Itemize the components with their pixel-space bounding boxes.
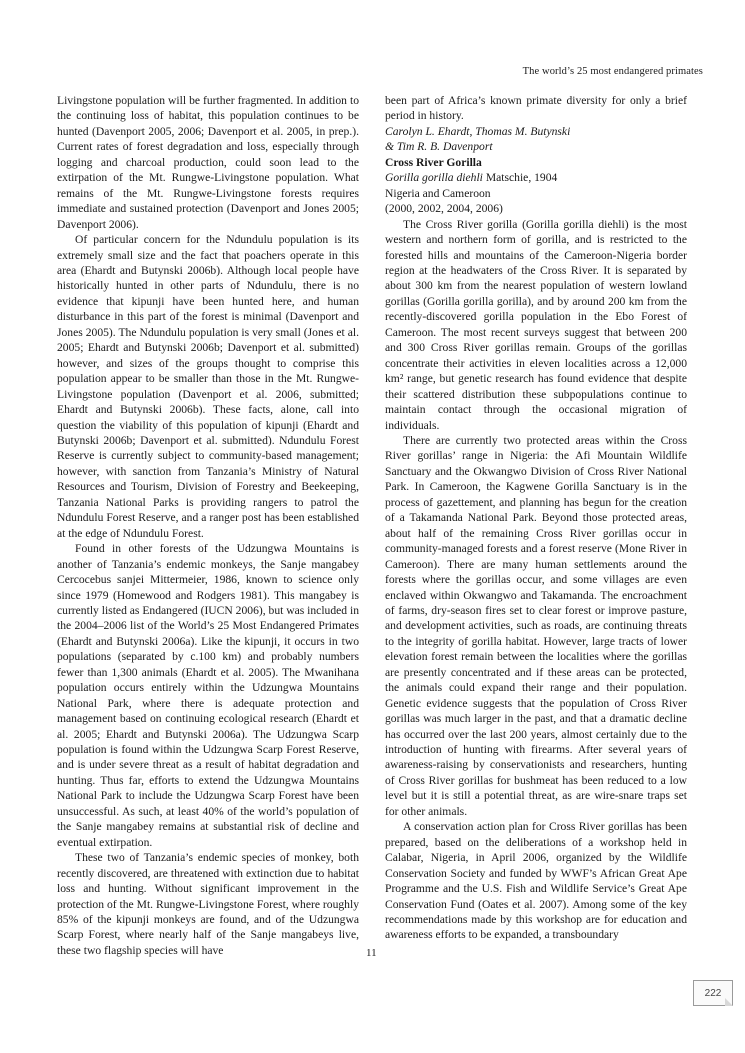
left-paragraph-2: Of particular concern for the Ndundulu population is its extremely small size and the fact that poachers operate in this area (Ehardt and Butynski 2006b). Although local people have historically hunted in other parts of Ndundulu, there is no evidence that kipunji have been hunted here, and human disturbance in this part of the forest is minimal (Davenport and Jones 2005). The Ndundulu population is very small (Jones et al. 2005; Ehardt and Butynski 2006b; Davenport et al. submitted) however, and sizes of the groups thought to comprise this population appear to be smaller than those in the Mt. Rungwe-Livingstone population (Davenport et al. 2006, submitted; Ehardt and Butynski 2006b). These facts, alone, call into question the viability of this population of kipunji (Ehardt and Butynski 2006b; Davenport et al. submitted). Ndundulu Forest Reserve is currently subject to community-based management; however, with sanction from Tanzania’s Ministry of Natural Resources and Tourism, Division of Forestry and Beekeeping, Tanzania National Parks is providing rangers to patrol the Ndundulu Forest Reserve, and a ranger post has been established at the edge of Ndundulu Forest. <box>57 233 359 540</box>
page-number: 11 <box>366 947 377 959</box>
left-paragraph-1: Livingstone population will be further fragmented. In addition to the continuing loss of habitat, this population continues to be hunted (Davenport 2005, 2006; Davenport et al. 2005, in prep.). Current rates of forest degradation and loss, especially through logging and charcoal production, could soon lead to the extirpation of the Mt. Rungwe-Livingstone population. What remains of the Mt. Rungwe-Livingstone forests requires immediate and sustained protection (Davenport and Jones 2005; Davenport 2006). <box>57 94 359 231</box>
right-paragraph-0: been part of Africa’s known primate diversity for only a brief period in history. <box>385 94 687 123</box>
list-years: (2000, 2002, 2004, 2006) <box>385 202 503 216</box>
author-line-2: & Tim R. B. Davenport <box>385 140 493 154</box>
right-paragraph-1: The Cross River gorilla (Gorilla gorilla diehli) is the most western and northern form of gorilla, and is restricted to the forested hills and mountains of the Cameroon-Nigeria border region at the headwaters of the Cross River. It is separated by about 300 km from the nearest population of western lowland gorillas (Gorilla gorilla gorilla), and by around 200 km from the recently-discovered gorilla population in the Ebo Forest of Cameroon. The most recent surveys suggest that between 200 and 300 Cross River gorillas remain. Groups of the gorillas concentrate their activities in eleven localities across a 12,000 km² range, but genetic research has found evidence that despite their scattered distribution these subpopulations continue to maintain contact through the occasional migration of individuals. <box>385 217 687 432</box>
page-stamp: 222 <box>693 980 733 1006</box>
left-column <box>57 93 359 958</box>
right-paragraph-2: There are currently two protected areas within the Cross River gorillas’ range in Nigeria: the Afi Mountain Wildlife Sanctuary and the Okwangwo Division of Cross River National Park. In Cameroon, the Kagwene Gorilla Sanctuary is in the process of gazettement, and planning has begun for the creation of a Takamanda National Park. Beyond those protected areas, about half of the remaining Cross River gorillas occur in community-managed forests and a forest reserve (Mone River in Cameroon). There are many human settlements around the forests where the gorillas occur, and some villages are even enclaved within Okwangwo and Takamanda. The encroachment of farms, dry-season fires set to clear forest or improve pasture, and development activities, such as roads, are continuing threats to the integrity of gorilla habitat. However, large tracts of lower elevation forest remain between the localities where the gorillas are presently concentrated and if these areas can be protected, the animals could expand their range and their population. Genetic evidence suggests that the population of Cross River gorillas was much larger in the past, and that a dramatic decline has occurred over the last 200 years, almost certainly due to the introduction of hunting with firearms. After several years of awareness-raising by conservationists and researchers, hunting of Cross River gorillas for bushmeat has been reduced to a low level but it is still a potential threat, as are wire-snare traps set for other animals. <box>385 433 687 818</box>
range-countries: Nigeria and Cameroon <box>385 186 491 200</box>
left-paragraph-3: Found in other forests of the Udzungwa Mountains is another of Tanzania’s endemic monkeys, the Sanje mangabey Cercocebus sanjei Mittermeier, 1986, known to science only since 1979 (Homewood and Rodgers 1981). This mangabey is currently listed as Endangered (IUCN 2006), but was included in the 2004–2006 list of the World’s 25 Most Endangered Primates (Ehardt and Butynski 2006a). Like the kipunji, it occurs in two populations (separated by c.100 km) and probably numbers fewer than 1,300 animals (Ehardt et al. 2005). The Mwanihana population occurs entirely within the Udzungwa Mountains National Park, where there is adequate protection and management based on continuing ecological research (Ehardt et al. 2005; Ehardt and Butynski 2006a). The Udzungwa Scarp population is found within the Udzungwa Scarp Forest Reserve, and is under severe threat as a result of habitat degradation and hunting. Thus far, efforts to extend the Udzungwa Mountains National Park to include the Udzungwa Scarp Forest have been unsuccessful. As such, at least 40% of the world’s population of the Sanje mangabey remains at substantial risk of decline and eventual extirpation. <box>57 542 360 849</box>
right-column <box>385 93 687 943</box>
species-line <box>385 170 687 185</box>
left-paragraph-4: These two of Tanzania’s endemic species of monkey, both recently discovered, are threatened with extinction due to habitat loss and hunting. Without significant improvement in the protection of the Mt. Rungwe-Livingstone Forest, where roughly 85% of the kipunji monkeys are found, and of the Udzungwa Scarp Forest, where nearly half of the Sanje mangabeys live, these two flagship species will have <box>57 851 359 957</box>
author-line-1: Carolyn L. Ehardt, Thomas M. Butynski <box>385 124 571 138</box>
running-head: The world’s 25 most endangered primates <box>522 66 703 77</box>
species-name: Gorilla gorilla diehli <box>385 171 483 185</box>
species-authority: Matschie, 1904 <box>485 171 558 185</box>
section-title: Cross River Gorilla <box>385 155 482 169</box>
right-paragraph-3: A conservation action plan for Cross River gorillas has been prepared, based on the deliberations of a workshop held in Calabar, Nigeria, in April 2006, organized by the Wildlife Conservation Society and funded by WWF’s African Great Ape Programme and the U.S. Fish and Wildlife Service’s Great Ape Conservation Fund (Oates et al. 2007). Among some of the key recommendations made by this workshop are for education and awareness efforts to be expanded, a transboundary <box>385 820 687 942</box>
